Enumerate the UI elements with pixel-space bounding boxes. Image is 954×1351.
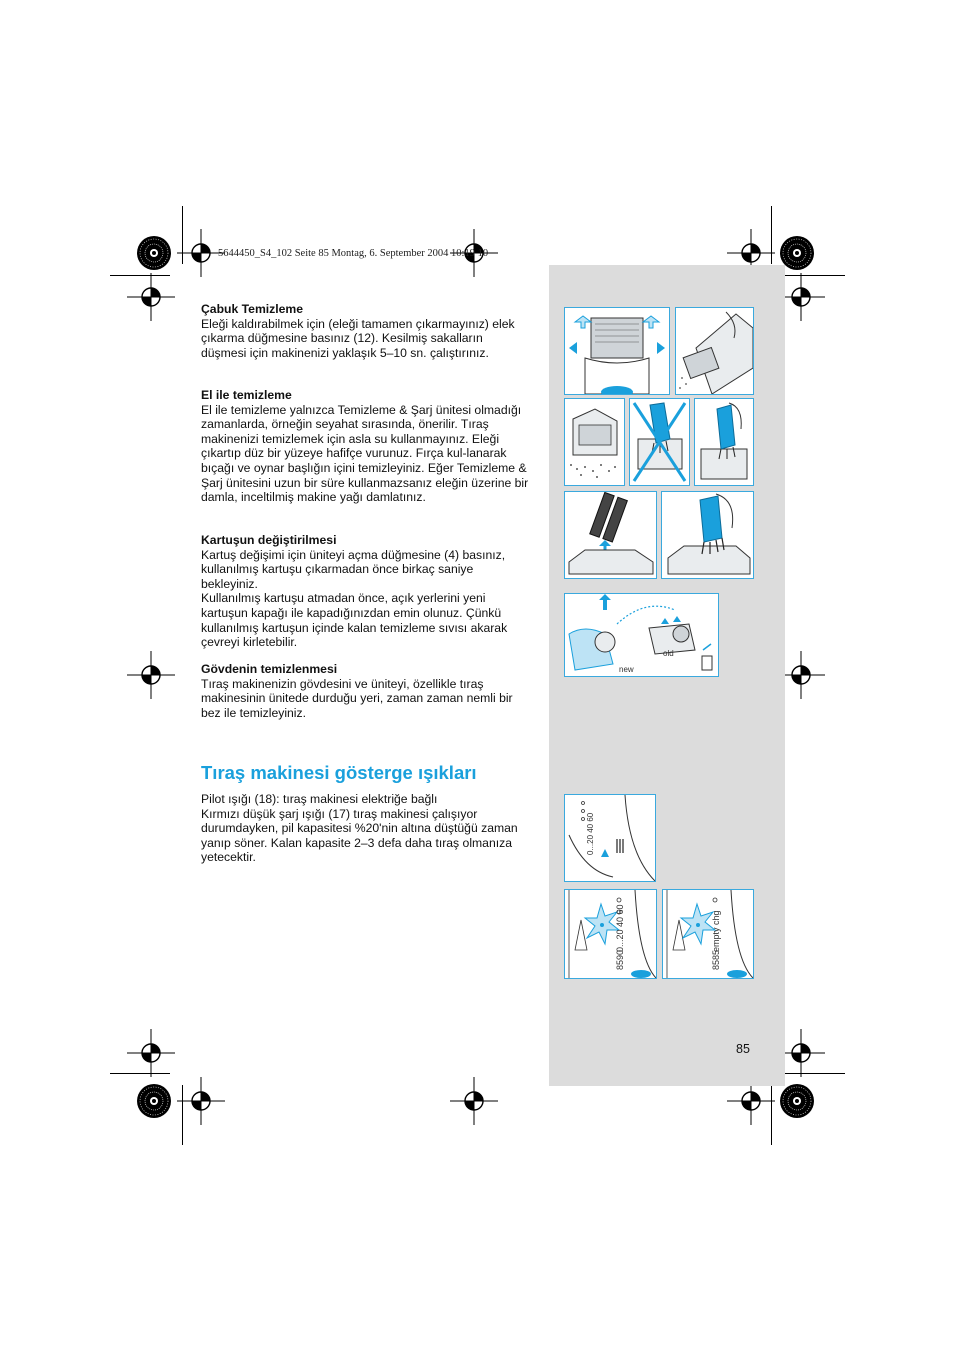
section-manual-clean [201, 388, 531, 505]
figure-foil-release [564, 307, 670, 395]
display-empty: empty chg [711, 910, 721, 952]
figure-brush-cutter [694, 398, 754, 486]
display-scale: 0...20 40 60 [615, 904, 625, 952]
page-number: 85 [736, 1042, 750, 1056]
section-indicators [201, 792, 531, 865]
indicator-line-2: Kırmızı düşük şarj ışığı (17) tıraş makinesi çalışıyor durumdayken, pil kapasitesi %20'nin altına düştüğü zaman yanıp söner. Kalan kapasite 2–3 defa daha tıraş olmanıza yetecektir. [201, 806, 518, 865]
section-heading: Gövdenin temizlenmesi [201, 662, 338, 676]
figure-shaver-tap [675, 307, 754, 395]
indicator-line-1: Pilot ışığı (18): tıraş makinesi elektriğe bağlı [201, 792, 438, 806]
figure-cartridge-replace [564, 593, 719, 677]
section-cartridge-change [201, 533, 531, 650]
display-scale-small: 0...20 40 60 [586, 812, 595, 855]
figure-brush-wrong [629, 398, 690, 486]
section-body: Kartuş değişimi için üniteyi açma düğmesine (4) basınız, kullanılmış kartuşu çıkarmadan önce birkaç saniye bekleyiniz. [201, 547, 506, 591]
section-body-clean [201, 662, 531, 720]
section-quick-clean [201, 302, 531, 360]
section-heading: Çabuk Temizleme [201, 302, 304, 316]
section-heading: Kartuşun değiştirilmesi [201, 533, 337, 547]
section-body-2: Kullanılmış kartuşu atmadan önce, açık yerlerini yeni kartuşun kapağı ile kapadığınızdan emin olunuz. Çünkü kullanılmış kartuşun içinde kalan temizleme sıvısı akarak çevreyi kirletebilir. [201, 591, 508, 650]
section-heading: El ile temizleme [201, 388, 292, 402]
figure-display-8590 [564, 889, 657, 979]
indicator-title: Tıraş makinesi gösterge ışıkları [201, 762, 477, 783]
figure-foil-tap [564, 398, 625, 486]
model-8590: 8590 [615, 949, 625, 970]
model-8585: 8585 [711, 949, 721, 970]
figure-cutter-block [564, 491, 657, 579]
print-header: 5644450_S4_102 Seite 85 Montag, 6. September 2004 10:19 10 [218, 248, 489, 259]
section-body: El ile temizleme yalnızca Temizleme & Şarj ünitesi olmadığı zamanlarda, örneğin seyahat sırasında, önerilir. Tıraş makinenizi temizlemek için asla su kullanmayınız. Eleği çıkartıp düz bir yüzeye hafifçe vurunuz. Fırça kul-lanarak bıçağı ve oynar başlığın içini temizleyiniz. Eğer Temizleme & Şarj ünitesini uzun bir süre kullanmazsanız eleğin üzerine bir damla, inceltilmiş makine yağı damlatınız. [201, 402, 529, 505]
section-body: Eleği kaldırabilmek için (eleği tamamen çıkarmayınız) elek çıkarma düğmesine basınız (12). Kesilmiş sakalların düşmesi için makinenizi yaklaşık 5–10 sn. çalıştırınız. [201, 316, 515, 360]
figure-display-normal [564, 794, 656, 882]
section-body: Tıraş makinenizin gövdesini ve üniteyi, özellikle tıraş makinesinin ünitede durduğu yeri, zaman zaman nemli bir bez ile temizleyiniz. [201, 676, 513, 720]
label-old: old [663, 649, 674, 658]
figure-display-8585 [662, 889, 754, 979]
label-new: new [619, 665, 634, 674]
figure-brush-head [661, 491, 754, 579]
